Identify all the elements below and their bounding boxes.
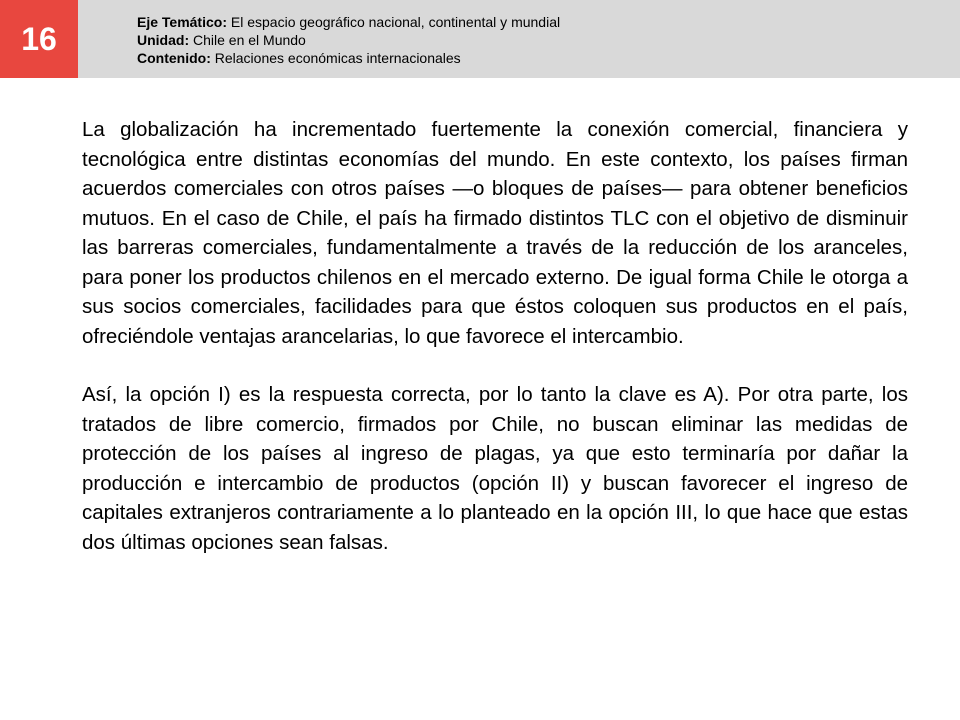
topic-header: [137, 13, 560, 67]
contenido-line: [137, 49, 560, 67]
slide-number-badge: [0, 0, 78, 78]
slide-number: 16: [21, 20, 57, 57]
unidad-value: Chile en el Mundo: [189, 32, 306, 48]
paragraph: Así, la opción I) es la respuesta correcta, por lo tanto la clave es A). Por otra parte, los tratados de libre comercio, firmados por Chile, no buscan eliminar las medidas de protección de los países al ingreso de plagas, ya que esto terminaría por dañar la producción e intercambio de productos (opción II) y buscan favorecer el ingreso de capitales extranjeros contrariamente a lo planteado en la opción III, lo que hace que estas dos últimas opciones sean falsas.: [82, 383, 908, 554]
contenido-label: Contenido:: [137, 50, 211, 66]
eje-tematico-line: [137, 13, 560, 31]
unidad-label: Unidad:: [137, 32, 190, 48]
unidad-line: [137, 31, 560, 49]
contenido-value: Relaciones económicas internacionales: [210, 50, 461, 66]
body-text: [82, 115, 908, 586]
eje-tematico-value: El espacio geográfico nacional, continental y mundial: [227, 14, 561, 30]
eje-tematico-label: Eje Temático:: [137, 14, 227, 30]
paragraph: La globalización ha incrementado fuertemente la conexión comercial, financiera y tecnológica entre distintas economías del mundo. En este contexto, los países firman acuerdos comerciales con otros países —o bloques de países— para obtener beneficios mutuos. En el caso de Chile, el país ha firmado distintos TLC con el objetivo de disminuir las barreras comerciales, fundamentalmente a través de la reducción de los aranceles, para poner los productos chilenos en el mercado externo. De igual forma Chile le otorga a sus socios comerciales, facilidades para que éstos coloquen sus productos en el país, ofreciéndole ventajas arancelarias, lo que favorece el intercambio.: [82, 118, 908, 348]
